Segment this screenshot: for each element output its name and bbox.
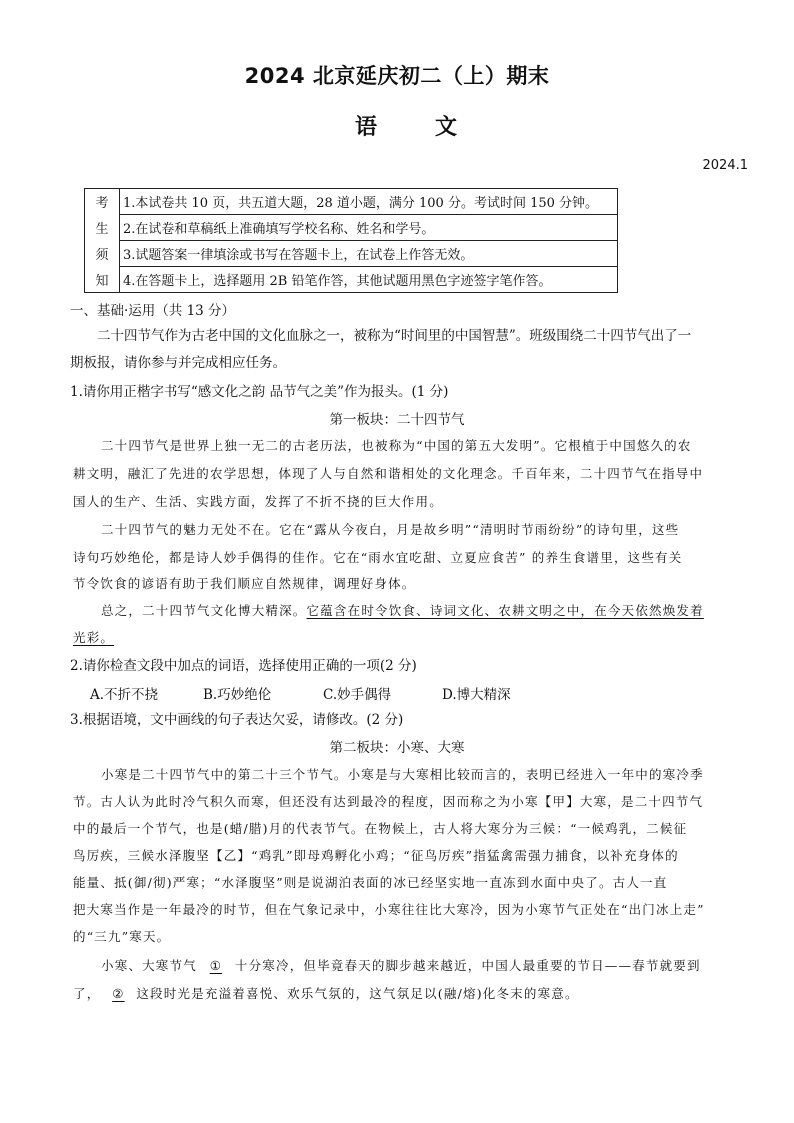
passage-line: 节令饮食的谚语有助于我们顺应自然规律，调理好身体。 xyxy=(73,576,416,591)
passage-line: 二十四节气的魅力无处不在。它在“露从今夜白，月是故乡明”“清明时节雨纷纷”的诗句里，这些 xyxy=(101,522,680,537)
intro-line: 期板报，请你参与并完成相应任务。 xyxy=(70,355,286,371)
passage-text: 十分寒冷，但毕竟春天的脚步越来越近，中国人最重要的节日——春节就要到 xyxy=(234,958,701,973)
notice-item: 3.试题答案一律填涂或书写在答题卡上，在试卷上作答无效。 xyxy=(120,241,618,267)
page-title: 2024 北京延庆初二（上）期末 xyxy=(244,64,550,88)
question-2: 2.请你检查文段中加点的词语，选择使用正确的一项(2 分) xyxy=(70,658,417,674)
passage-line: 中的最后一个节气，也是(蜡/腊)月的代表节气。在物候上，古人将大寒分为三候：“一候鸡乳，二候征 xyxy=(73,821,688,836)
passage-line: 鸟厉疾，三候水泽腹坚【乙】“鸡乳”即母鸡孵化小鸡；“征鸟厉疾”指猛禽需强力捕食，以补充身体的 xyxy=(73,848,679,863)
option-d: D.博大精深 xyxy=(442,687,511,703)
passage-text: 这段时光是充溢着喜悦、欢乐气氛的，这气氛足以(融/熔)化冬末的寒意。 xyxy=(136,986,579,1001)
fill-blank-2: ② xyxy=(112,986,125,1001)
notice-label: 考 xyxy=(85,189,120,215)
exam-notice-table xyxy=(84,188,618,293)
passage-line: 诗句巧妙绝伦，都是诗人妙手偶得的佳作。它在“雨水宜吃甜、立夏应食苦” 的养生食谱里，这些有关 xyxy=(73,550,683,565)
passage-line: 二十四节气是世界上独一无二的古老历法，也被称为“中国的第五大发明”。它根植于中国悠久的农 xyxy=(101,438,692,453)
passage-line: 把大寒当作是一年最冷的时节，但在气象记录中，小寒往往比大寒冷，因为小寒节气正处在“出门冰上走” xyxy=(73,902,705,917)
option-b: B.巧妙绝伦 xyxy=(203,687,272,703)
passage-line: 的“三九”寒天。 xyxy=(73,929,171,944)
underlined-sentence: 它蕴含在时令饮食、诗词文化、农耕文明之中，在今天依然焕发着 xyxy=(306,603,704,618)
passage-line: 国人的生产、生活、实践方面，发挥了不折不挠的巨大作用。 xyxy=(73,494,443,509)
subject-title: 语 文 xyxy=(354,115,475,140)
passage-text: 小寒、大寒节气 xyxy=(101,958,197,973)
passage-line: 节。古人认为此时冷气积久而寒，但还没有达到最冷的程度，因而称之为小寒【甲】大寒，是二十四节气 xyxy=(73,794,704,809)
option-a: A.不折不挠 xyxy=(90,687,159,703)
passage-line xyxy=(101,956,701,974)
section-heading: 一、基础·运用（共 13 分） xyxy=(70,303,236,319)
exam-date: 2024.1 xyxy=(702,158,748,173)
passage-text: 总之，二十四节气文化博大精深。 xyxy=(101,603,307,618)
fill-blank-1: ① xyxy=(209,958,223,973)
passage-line: 能量、抵(御/彻)严寒；“水泽腹坚”则是说湖泊表面的冰已经坚实地一直冻到水面中央了。古人一直 xyxy=(73,875,668,890)
notice-item: 2.在试卷和草稿纸上准确填写学校名称、姓名和学号。 xyxy=(120,215,618,241)
question-1: 1.请你用正楷字书写“感文化之韵 品节气之美”作为报头。(1 分) xyxy=(70,384,449,400)
block-2-title: 第二板块：小寒、大寒 xyxy=(329,740,465,756)
underlined-sentence: 光彩。 xyxy=(73,630,115,645)
notice-label: 须 xyxy=(85,241,120,267)
passage-line: 小寒是二十四节气中的第二十三个节气。小寒是与大寒相比较而言的，表明已经进入一年中的寒冷季 xyxy=(101,767,704,782)
intro-line: 二十四节气作为古老中国的文化血脉之一，被称为“时间里的中国智慧”。班级围绕二十四节气出了一 xyxy=(97,328,692,344)
passage-line xyxy=(73,984,579,1002)
question-3: 3.根据语境，文中画线的句子表达欠妥，请修改。(2 分) xyxy=(70,712,404,728)
notice-item: 1.本试卷共 10 页，共五道大题，28 道小题，满分 100 分。考试时间 150 分钟。 xyxy=(120,189,618,215)
passage-line: 耕文明，融汇了先进的农学思想，体现了人与自然和谐相处的文化理念。千百年来，二十四节气在指导中 xyxy=(73,466,704,481)
passage-line xyxy=(101,601,704,619)
block-1-title: 第一板块：二十四节气 xyxy=(329,412,465,428)
option-c: C.妙手偶得 xyxy=(323,687,392,703)
notice-label: 知 xyxy=(85,267,120,293)
passage-text: 了， xyxy=(73,986,101,1001)
notice-label: 生 xyxy=(85,215,120,241)
notice-item: 4.在答题卡上，选择题用 2B 铅笔作答，其他试题用黑色字迹签字笔作答。 xyxy=(120,267,618,293)
